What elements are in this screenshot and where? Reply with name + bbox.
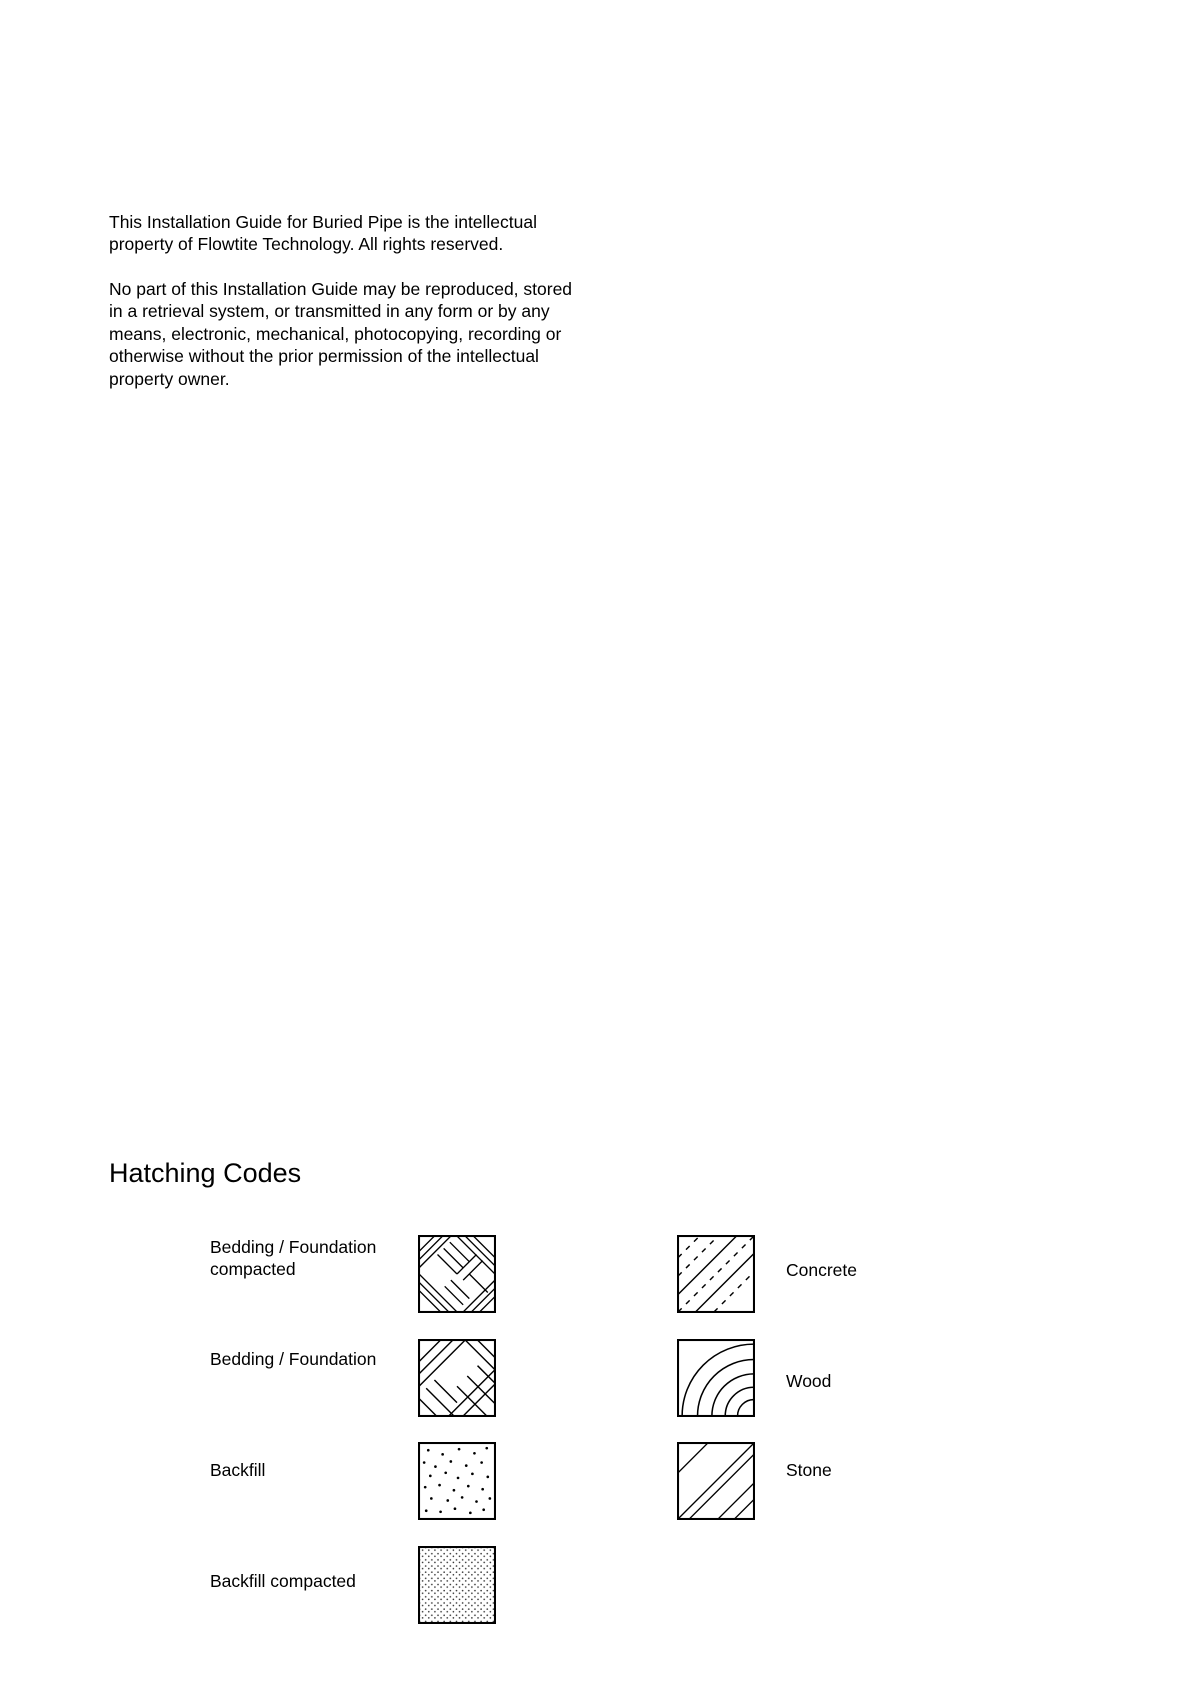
hatch-swatch-concrete (677, 1235, 755, 1313)
hatch-swatch-wood (677, 1339, 755, 1417)
label-concrete: Concrete (786, 1260, 858, 1280)
label-backfill-compacted: Backfill compacted (210, 1571, 356, 1591)
hatch-swatch-backfill-compacted (418, 1546, 496, 1624)
label-bedding-foundation: Bedding / Foundation (210, 1349, 377, 1369)
label-wood: Wood (786, 1371, 832, 1391)
label-bedding-foundation-compacted: Bedding / Foundation compacted (210, 1237, 377, 1280)
hatch-swatch-bedding-foundation (418, 1339, 496, 1417)
hatch-swatch-backfill (418, 1442, 496, 1520)
copyright-paragraph: This Installation Guide for Buried Pipe is the intellectual property of Flowtite Technology. All rights reserved. (109, 212, 538, 255)
hatch-swatch-bedding-compacted (418, 1235, 496, 1313)
label-stone: Stone (786, 1460, 832, 1480)
hatch-swatch-stone (677, 1442, 755, 1520)
reproduction-notice-paragraph: No part of this Installation Guide may be reproduced, stored in a retrieval system, or transmitted in any form or by any means, electronic, mechanical, photocopying, recording or otherwise without the prior permission of the intellectual property owner. (109, 279, 573, 389)
hatching-codes-title: Hatching Codes (109, 1158, 302, 1188)
label-backfill: Backfill (210, 1460, 266, 1480)
